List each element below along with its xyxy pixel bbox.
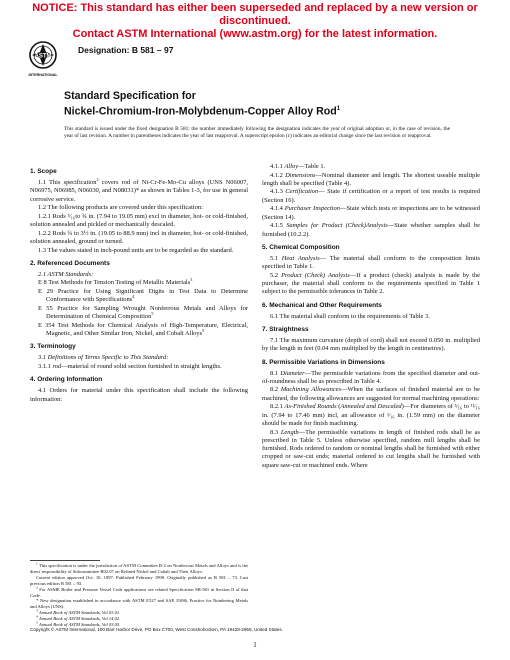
astm-logo-icon: [28, 40, 58, 80]
notice-line-2: Contact ASTM International (www.astm.org) for the latest information.: [72, 28, 438, 40]
svg-text:ASTM: ASTM: [34, 53, 52, 60]
title-line-2: Nickel-Chromium-Iron-Molybdenum-Copper Alloy Rod$^1$: [64, 105, 341, 118]
section-heading-terminology: 3. Terminology: [30, 343, 76, 351]
para-4-1-4: 4.1.4 Purchaser Inspection—State which tests or inspections are to be witnessed (Section 14).: [262, 205, 480, 221]
section-heading-permissible-variations: 8. Permissible Variations in Dimensions: [262, 358, 385, 366]
footnote: $^4$ Annual Book of ASTM Standards, Vol 14.02.: [36, 614, 121, 622]
para-8-2: 8.2 Machining Allowances—When the surfaces of finished material are to be machined, the following allowances are suggested for normal machining operations:: [262, 386, 480, 402]
footnote: $^2$ For ASME Boiler and Pressure Vessel Code applications see related Specification SB-581 in Section II of that Code.: [30, 585, 248, 598]
footnote: Current edition approved Oct. 10, 1997. Published February 1998. Originally published as B 581 – 73. Last previous edition B 581 – 93.: [30, 574, 248, 586]
footnote: * New designation established in accordance with ASTM E527 and SAE J1086, Practice for Numbering Metals and Alloys (UNS).: [30, 598, 248, 610]
para-4-1-3: 4.1.3 Certification— State if certification or a report of test results is required (Section 16).: [262, 188, 480, 204]
footnote: $^5$ Annual Book of ASTM Standards, Vol 03.05.: [36, 620, 121, 628]
section-heading-referenced-documents: 2. Referenced Documents: [30, 259, 110, 267]
para-6-1: 6.1 The material shall conform to the requirements of Table 3.: [270, 312, 430, 320]
reference-item: E 354 Test Methods for Chemical Analysis of High-Temperature, Electrical, Magnetic, and Other Similar Iron, Nickel, and Cobalt Alloys$^5$: [38, 321, 248, 338]
para-1-2: 1.2 The following products are covered under this specification:: [38, 204, 203, 212]
para-1-1: 1.1 This specification$^2$ covers rod of Ni-Cr-Fe-Mo-Cu alloys (UNS N06007, N06975, N06985, N06030, and N08031)* as shown in Tables 1-3, for use in general corrosive service.: [30, 176, 248, 203]
para-1-3: 1.3 The values stated in inch-pound units are to be regarded as the standard.: [38, 246, 234, 254]
right-column: [262, 163, 480, 470]
reference-item: E 29 Practice for Using Significant Digits in Test Data to Determine Conformance with Specifications$^4$: [38, 288, 248, 304]
para-5-2: 5.2 Product (Check) Analysis—If a product (check) analysis is made by the purchaser, the material shall conform to the requirements specified in Table 1 subject to the permissible tolerances in Table 2.: [262, 271, 480, 296]
footnote-divider: [30, 560, 100, 561]
section-heading-mechanical-requirements: 6. Mechanical and Other Requirements: [262, 301, 382, 309]
page-number: 1: [253, 641, 257, 649]
designation: Designation: B 581 – 97: [78, 45, 174, 55]
section-heading-straightness: 7. Straightness: [262, 325, 309, 333]
title-line-1: Standard Specification for: [64, 90, 196, 102]
copyright-line: Copyright © ASTM International, 100 Barr Harbor Drive, PO Box C700, West Conshohocken, PA 19428-2959, United States.: [30, 627, 283, 632]
issuance-note: This standard is issued under the fixed designation B 581; the number immediately following the designation indicates the year of original adoption or, in the case of revision, the year of last revision. A number in parentheses indicates the year of last reapproval. A superscript epsilon (ε) indicates an editorial change since the last revision or reapproval.: [64, 126, 450, 139]
footnote: $^3$ Annual Book of ASTM Standards, Vol 03.01.: [36, 608, 121, 616]
para-1-2-1: 1.2.1 Rods ⁵⁄₁₆to ¾ in. (7.94 to 19.05 mm) excl in diameter, hot- or cold-finished, solution annealed and pickled or mechanically descaled.: [30, 212, 248, 229]
logo-caption: INTERNATIONAL: [28, 73, 58, 77]
para-8-1: 8.1 Diameter—The permissible variations from the specified diameter and out-of-roundness shall be as prescribed in Table 4.: [262, 369, 481, 385]
notice-banner: [0, 2, 510, 41]
left-column: [30, 163, 248, 404]
section-heading-scope: 1. Scope: [30, 168, 57, 175]
para-2-1: 2.1 ASTM Standards:: [38, 270, 94, 278]
document-title: [64, 90, 340, 119]
para-3-1: 3.1 Definitions of Terms Specific to This Standard:: [38, 354, 169, 362]
section-heading-chemical-composition: 5. Chemical Composition: [262, 243, 340, 251]
footnote: $^1$ This specification is under the jurisdiction of ASTM Committee B-2 on Nonferrous Metals and Alloys and is the direct responsibility of Subcommittee B02.07 on Refined Nickel and Cobalt and Their Alloys.: [30, 561, 248, 574]
para-5-1: 5.1 Heat Analysis— The material shall conform to the composition limits specified in Table 1.: [262, 254, 480, 271]
para-4-1: 4.1 Orders for material under this specification shall include the following information:: [30, 387, 248, 403]
para-4-1-5: 4.1.5 Samples for Product (Check)Analysis—State whether samples shall be furnished (10.2.2).: [262, 222, 481, 238]
reference-item: E 55 Practice for Sampling Wrought Nonferrous Metals and Alloys for Determination of Chemical Composition$^5$: [38, 304, 248, 321]
para-1-2-2: 1.2.2 Rods ¾ to 3½ in. (19.05 to 88.9 mm) incl in diameter, hot- or cold-finished, solution annealed, ground or turned.: [30, 229, 248, 245]
para-4-1-2: 4.1.2 Dimensions—Nominal diameter and length. The shortest useable multiple length shall be specified (Table 4).: [262, 171, 481, 187]
para-4-1-1: 4.1.1 Alloy—Table 1.: [270, 163, 326, 170]
notice-line-1: NOTICE: This standard has either been superseded and replaced by a new version or discontinued.: [32, 2, 478, 27]
para-7-1: 7.1 The maximum curvature (depth of cord) shall not exceed 0.050 in. multiplied by the length in feet (0.04 mm multiplied by the length in centimetres).: [262, 336, 480, 353]
reference-item: E 8 Test Methods for Tension Testing of Metallic Materials$^3$: [38, 277, 193, 287]
para-3-1-1: 3.1.1 rod—material of round solid section furnished in straight lengths.: [38, 363, 222, 371]
section-heading-ordering-information: 4. Ordering Information: [30, 376, 103, 384]
para-8-3: 8.3 Length—The permissible variations in length of finished rods shall be as prescribed in Table 5. Unless otherwise specified, random mill lengths shall be furnished. Rods ordered to random or nominal lengths shall be furnished with either cropped or saw-cut ends; material ordered to cut lengths shall be furnished with square saw-cut or machined ends. Where: [262, 428, 480, 469]
para-8-2-1: 8.2.1 As-Finished Rounds (Annealed and Descaled)—For diameters of ⁵⁄₁₆ to ¹¹⁄₁₆ in. (7.94 to 17.46 mm) incl, an allowance of ¹⁄₁₆ in. (1.59 mm) on the diameter should be made for finish machining.: [262, 403, 481, 427]
footnotes: [30, 563, 248, 628]
